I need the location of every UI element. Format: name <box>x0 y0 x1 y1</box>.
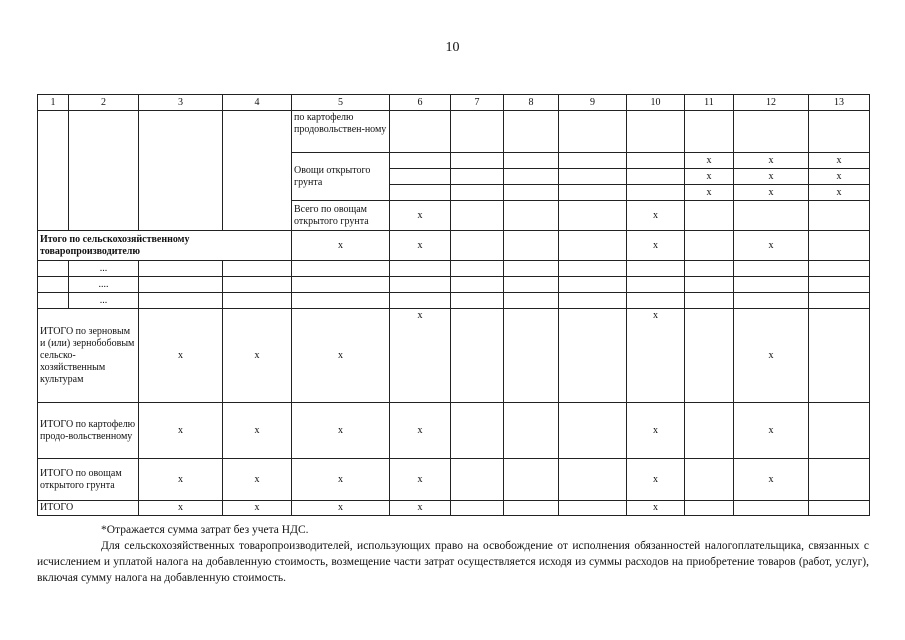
row-label: Итого по сельскохозяйственному товаропроизводителю <box>38 231 292 261</box>
x-mark: x <box>627 459 685 501</box>
ellipsis: ... <box>69 293 139 309</box>
x-mark: x <box>223 403 292 459</box>
header-row <box>38 95 870 111</box>
ellipsis: .... <box>69 277 139 293</box>
x-mark: x <box>292 403 390 459</box>
col-header: 4 <box>223 95 292 111</box>
x-mark: x <box>627 403 685 459</box>
x-mark: x <box>292 501 390 516</box>
x-mark: x <box>223 309 292 403</box>
row-label: ИТОГО по зерновым и (или) зернобобовым сельско-хозяйственным культурам <box>38 309 139 403</box>
col-header: 3 <box>139 95 223 111</box>
x-mark: x <box>139 501 223 516</box>
x-mark: x <box>809 185 870 201</box>
x-mark: x <box>734 153 809 169</box>
x-mark: x <box>734 169 809 185</box>
x-mark: x <box>139 403 223 459</box>
col-header: 13 <box>809 95 870 111</box>
col-header: 6 <box>390 95 451 111</box>
table-row <box>38 111 870 153</box>
x-mark: x <box>734 403 809 459</box>
x-mark: x <box>292 309 390 403</box>
table-row <box>38 293 870 309</box>
table-row <box>38 501 870 516</box>
x-mark: x <box>292 231 390 261</box>
table-row <box>38 261 870 277</box>
col-header: 5 <box>292 95 390 111</box>
table-row <box>38 231 870 261</box>
x-mark: x <box>685 169 734 185</box>
col-header: 2 <box>69 95 139 111</box>
x-mark: x <box>390 501 451 516</box>
x-mark: x <box>390 201 451 231</box>
col-header: 1 <box>38 95 69 111</box>
x-mark: x <box>390 459 451 501</box>
x-mark: x <box>390 231 451 261</box>
x-mark: x <box>734 309 809 403</box>
row-label: Овощи открытого грунта <box>292 153 390 201</box>
x-mark: x <box>685 185 734 201</box>
x-mark: x <box>734 231 809 261</box>
col-header: 11 <box>685 95 734 111</box>
table-row <box>38 459 870 501</box>
x-mark: x <box>734 459 809 501</box>
x-mark: x <box>627 201 685 231</box>
col-header: 9 <box>559 95 627 111</box>
row-label: по картофелю продовольствен-ному <box>292 111 390 153</box>
x-mark: x <box>734 185 809 201</box>
table-row <box>38 277 870 293</box>
table-row <box>38 309 870 403</box>
footnote-paragraph: Для сельскохозяйственных товаропроизводителей, использующих право на освобождение от исполнения обязанностей налогоплательщика, связанных с исчислением и уплатой налога на добавленную стоимость, возмещение части затрат осуществляется исходя из суммы расходов на приобретение товаров (работ, услуг), включая сумму налога на добавленную стоимость. <box>37 540 869 584</box>
col-header: 7 <box>451 95 504 111</box>
x-mark: x <box>292 459 390 501</box>
row-label: Всего по овощам открытого грунта <box>292 201 390 231</box>
page-number: 10 <box>445 40 460 55</box>
row-label: ИТОГО по овощам открытого грунта <box>38 459 139 501</box>
x-mark: x <box>139 459 223 501</box>
ellipsis: ... <box>69 261 139 277</box>
col-header: 8 <box>504 95 559 111</box>
x-mark: x <box>627 309 685 403</box>
x-mark: x <box>223 459 292 501</box>
x-mark: x <box>809 169 870 185</box>
x-mark: x <box>390 403 451 459</box>
table-row <box>38 403 870 459</box>
row-label: ИТОГО по картофелю продо-вольственному <box>38 403 139 459</box>
x-mark: x <box>627 501 685 516</box>
x-mark: x <box>809 153 870 169</box>
cost-table <box>37 94 870 516</box>
col-header: 12 <box>734 95 809 111</box>
x-mark: x <box>685 153 734 169</box>
x-mark: x <box>390 309 451 403</box>
col-header: 10 <box>627 95 685 111</box>
x-mark: x <box>223 501 292 516</box>
footnote <box>37 522 869 586</box>
row-label: ИТОГО <box>38 501 139 516</box>
footnote-star: *Отражается сумма затрат без учета НДС. <box>101 524 309 536</box>
x-mark: x <box>139 309 223 403</box>
x-mark: x <box>627 231 685 261</box>
